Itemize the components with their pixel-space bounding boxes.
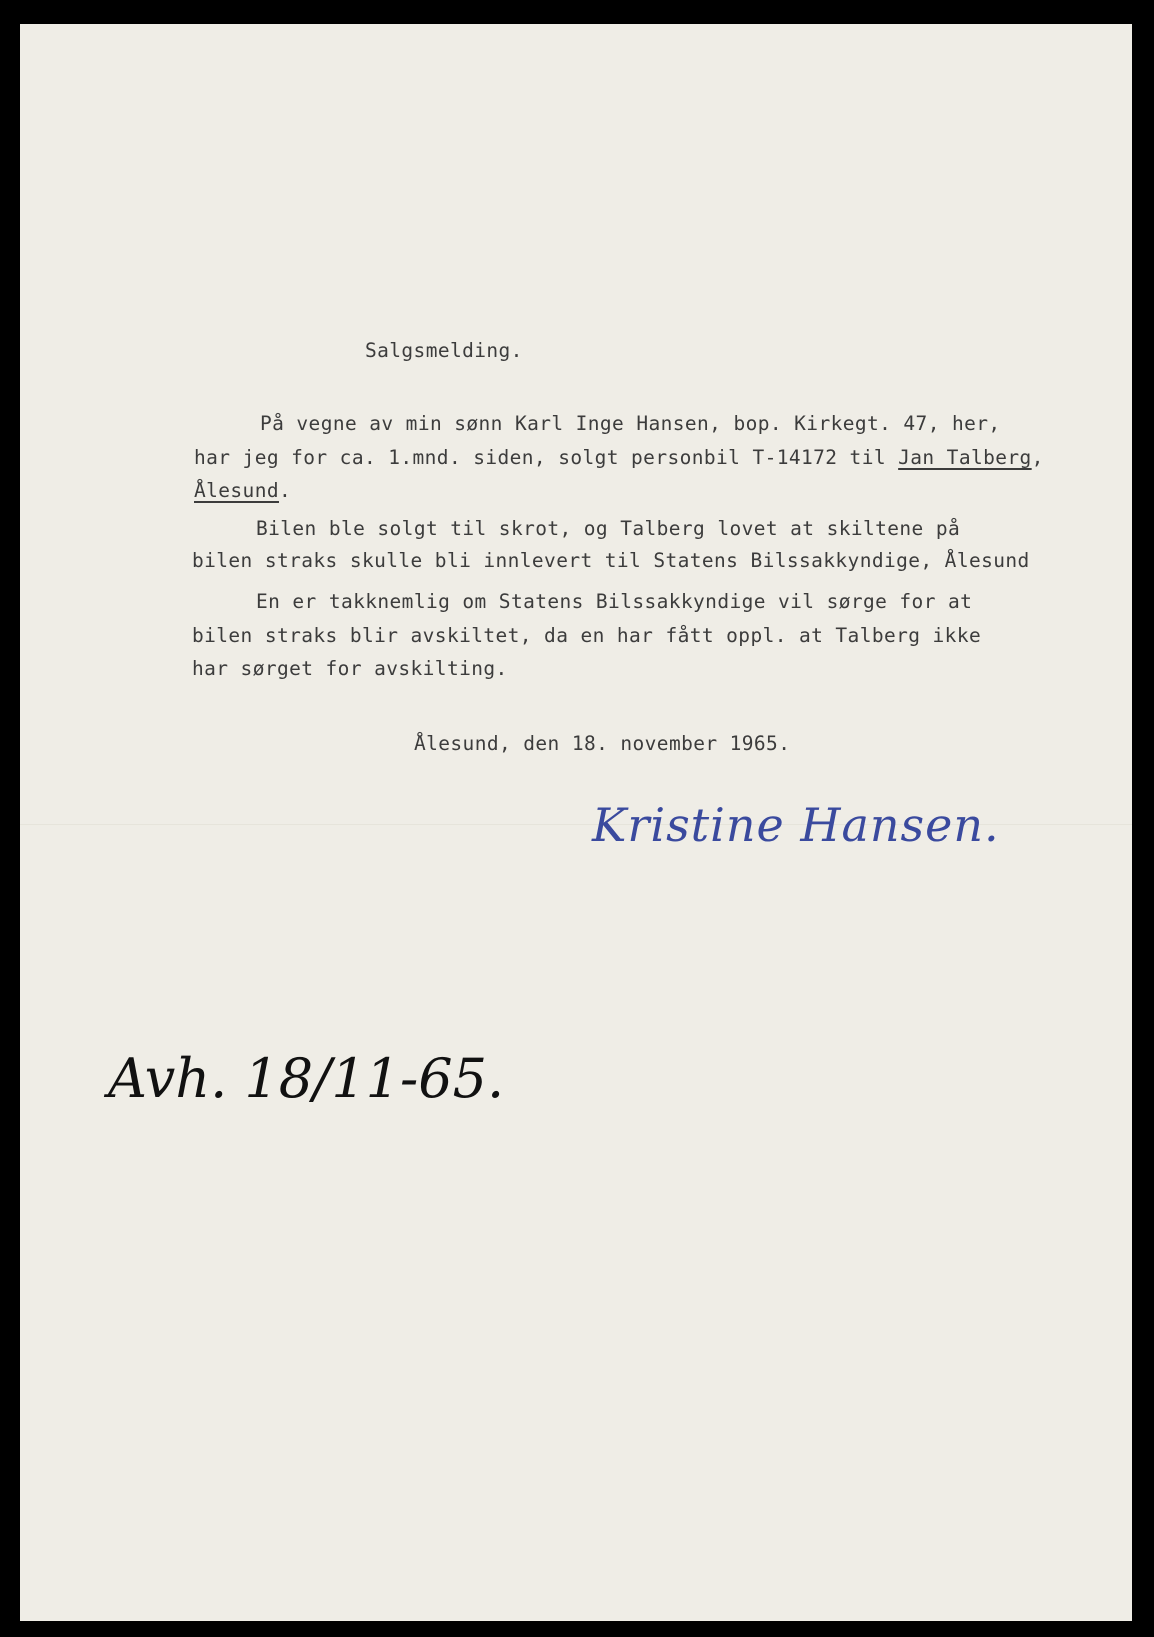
handwritten-note: Avh. 18/11-65. bbox=[108, 1047, 505, 1110]
paragraph-1-line-3 bbox=[194, 481, 291, 501]
paragraph-1-line-1: På vegne av min sønn Karl Inge Hansen, bop. Kirkegt. 47, her, bbox=[260, 412, 1001, 435]
paragraph-3-line-1: En er takknemlig om Statens Bilssakkyndige vil sørge for at bbox=[256, 590, 973, 613]
paragraph-2-line-2: bilen straks skulle bli innlevert til Statens Bilssakkyndige, Ålesund bbox=[192, 549, 1030, 572]
buyer-name: Jan Talberg bbox=[898, 446, 1032, 469]
paragraph-1-line-2-text: har jeg for ca. 1.mnd. siden, solgt personbil T-14172 til bbox=[194, 446, 899, 469]
paragraph-1-line-3-period: . bbox=[278, 479, 292, 502]
paragraph-2-line-1: Bilen ble solgt til skrot, og Talberg lovet at skiltene på bbox=[256, 517, 961, 540]
document-page bbox=[20, 24, 1132, 1621]
paragraph-3-line-2: bilen straks blir avskiltet, da en har fått oppl. at Talberg ikke bbox=[192, 624, 982, 647]
buyer-city: Ålesund bbox=[194, 479, 279, 502]
paragraph-1-line-2-comma: , bbox=[1031, 446, 1044, 469]
dateline: Ålesund, den 18. november 1965. bbox=[414, 732, 791, 755]
signature: Kristine Hansen. bbox=[592, 798, 1000, 852]
paragraph-3-line-3: har sørget for avskilting. bbox=[192, 657, 508, 680]
document-title: Salgsmelding. bbox=[365, 339, 523, 362]
paragraph-1-line-2 bbox=[194, 448, 1044, 468]
